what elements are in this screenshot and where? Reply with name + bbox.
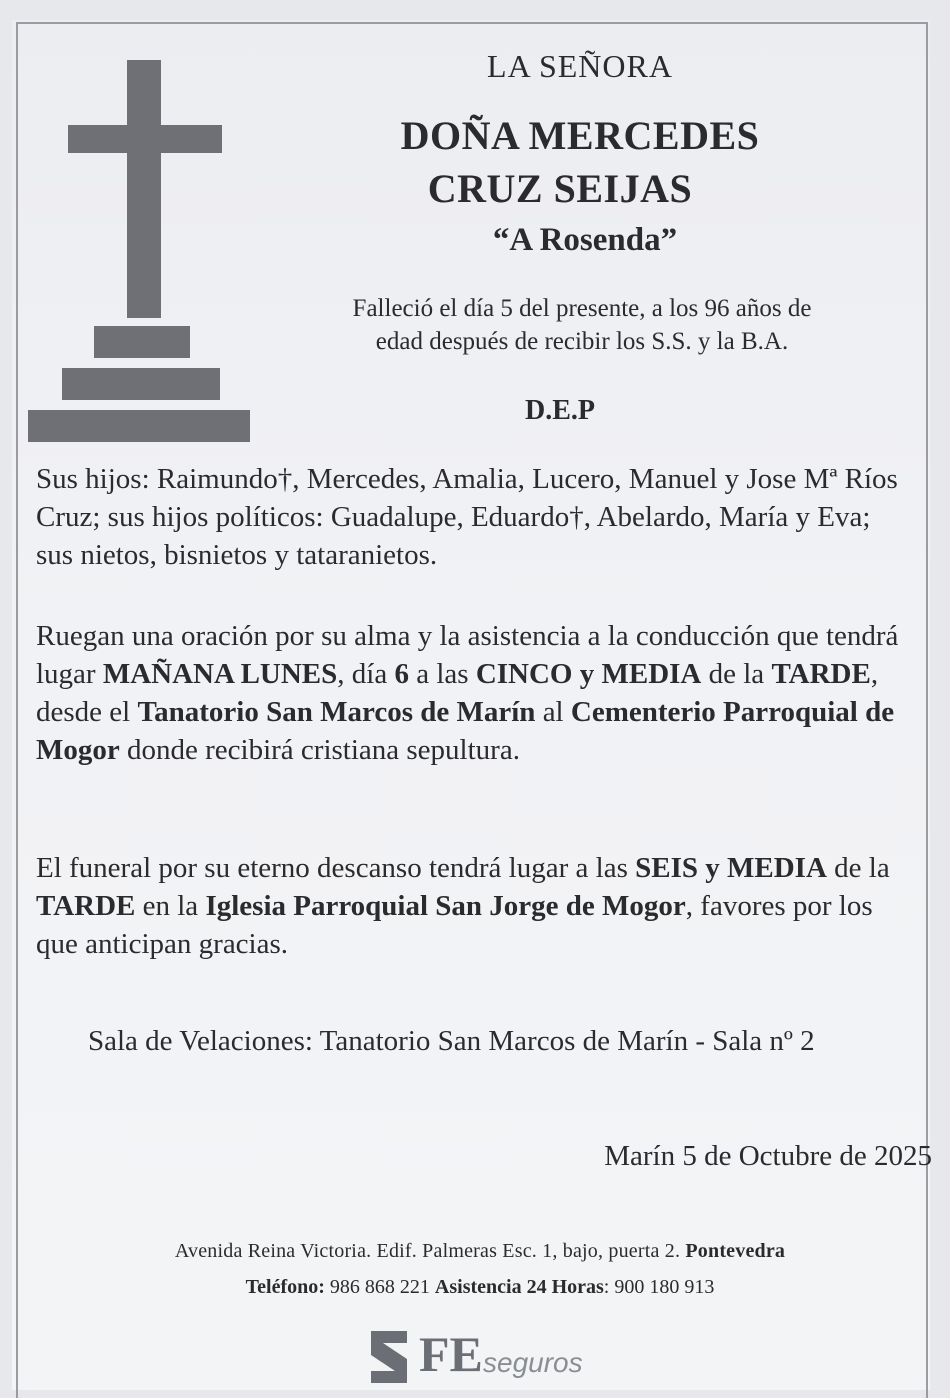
title-line: LA SEÑORA: [487, 48, 673, 84]
death-notice: [282, 292, 882, 358]
footer-address: [60, 1240, 900, 1263]
funeral-text-2: de la: [826, 852, 890, 884]
cross-base-step-1: [94, 326, 190, 358]
conduction-date: 6: [394, 658, 409, 690]
deceased-alias: “A Rosenda”: [492, 222, 678, 258]
assistance-label: Asistencia 24 Horas: [434, 1276, 604, 1298]
funeral-text-4: , favores por los que anticipan gracias.: [36, 890, 873, 960]
cross-icon-horizontal: [68, 125, 222, 153]
assistance-number: : 900 180 913: [603, 1276, 715, 1298]
funeral-period: TARDE: [36, 890, 136, 922]
conduction-paragraph: [36, 617, 912, 769]
footer-phones: [60, 1276, 900, 1299]
conduction-text-6: al: [535, 696, 571, 728]
fe-seguros-logo: [365, 1325, 605, 1389]
cross-base-step-2: [62, 368, 220, 400]
phone-label: Teléfono:: [245, 1276, 325, 1298]
viewing-room: Sala de Velaciones: Tanatorio San Marcos de Marín - Sala nº 2: [88, 1025, 815, 1057]
phone-number: 986 868 221: [324, 1276, 435, 1298]
address-text: Avenida Reina Victoria. Edif. Palmeras Esc. 1, bajo, puerta 2.: [174, 1240, 686, 1262]
conduction-day: MAÑANA LUNES: [102, 658, 338, 690]
deceased-name-line-2: CRUZ SEIJAS: [427, 166, 693, 211]
conduction-period: TARDE: [771, 658, 871, 690]
death-notice-line-2: edad después de recibir los S.S. y la B.A.: [375, 328, 789, 355]
conduction-text-4: de la: [701, 658, 772, 690]
conduction-text-3: a las: [408, 658, 476, 690]
family-paragraph: Sus hijos: Raimundo†, Mercedes, Amalia, Lucero, Manuel y Jose Mª Ríos Cruz; sus hijos políticos: Guadalupe, Eduardo†, Abelardo, María y Eva; sus nietos, bisnietos y tataranietos.: [36, 463, 898, 571]
cross-base-step-3: [28, 410, 250, 442]
conduction-destination: Cementerio Parroquial de Mogor: [36, 696, 895, 766]
dep-label: D.E.P: [525, 395, 595, 426]
logo-brand: FE: [419, 1326, 483, 1382]
deceased-name-line-1: DOÑA MERCEDES: [400, 113, 760, 158]
notice-date: Marín 5 de Octubre de 2025: [604, 1140, 932, 1172]
conduction-text-7: donde recibirá cristiana sepultura.: [119, 734, 520, 766]
conduction-text-1: Ruegan una oración por su alma y la asistencia a la conducción que tendrá lugar: [36, 620, 899, 690]
conduction-text-2: , día: [337, 658, 395, 690]
conduction-origin: Tanatorio San Marcos de Marín: [137, 696, 536, 728]
logo-suffix: seguros: [483, 1347, 583, 1378]
funeral-text-3: en la: [135, 890, 206, 922]
funeral-paragraph: [36, 849, 912, 963]
address-city: Pontevedra: [685, 1240, 786, 1262]
cross-icon-vertical: [127, 60, 161, 318]
death-notice-line-1: Falleció el día 5 del presente, a los 96 años de: [352, 295, 812, 322]
funeral-text-1: El funeral por su eterno descanso tendrá lugar a las: [36, 852, 636, 884]
funeral-church: Iglesia Parroquial San Jorge de Mogor: [205, 890, 686, 922]
fe-seguros-logo-icon: [365, 1329, 409, 1385]
funeral-time: SEIS y MEDIA: [635, 852, 827, 884]
conduction-text-5: , desde el: [36, 658, 879, 728]
conduction-time: CINCO y MEDIA: [475, 658, 702, 690]
